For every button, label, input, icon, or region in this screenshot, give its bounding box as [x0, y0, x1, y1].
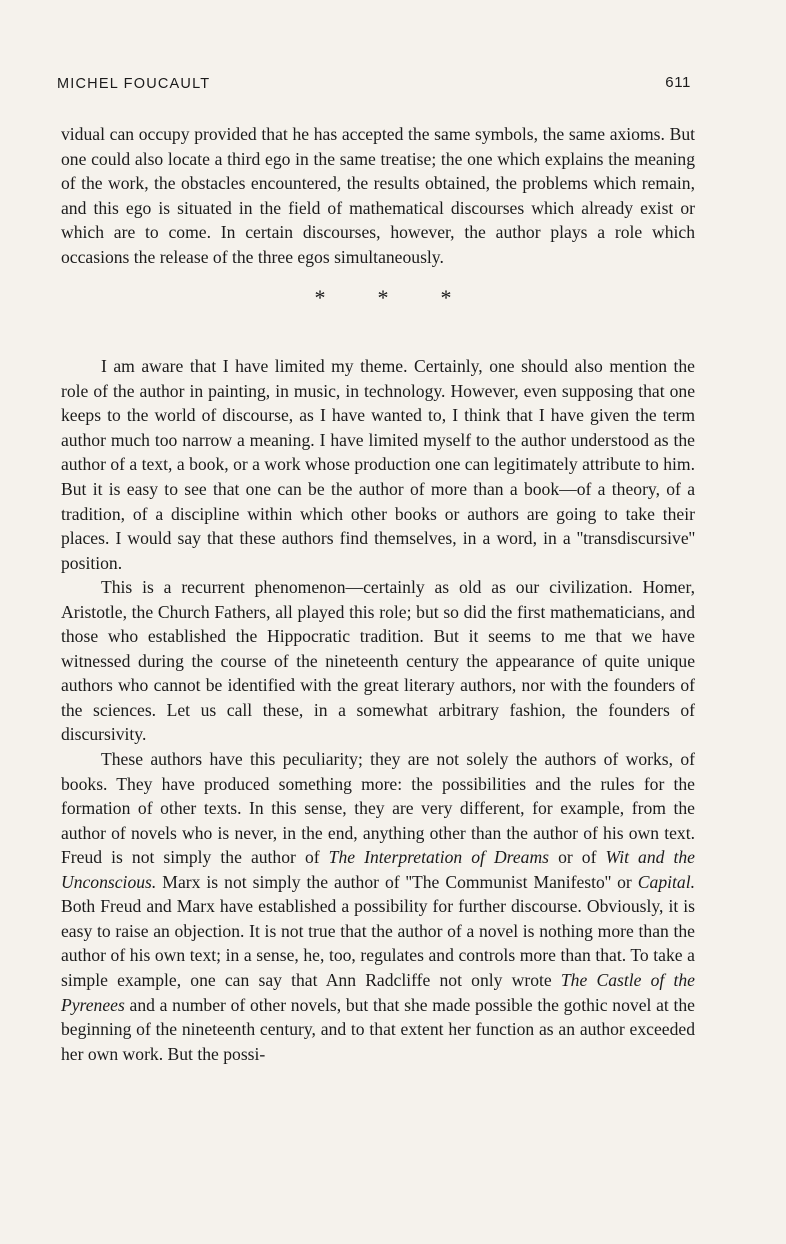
book-title-italic: The Interpretation of Dreams — [328, 847, 550, 868]
running-head-author: MICHEL FOUCAULT — [57, 76, 211, 92]
section-break-asterisk: * — [314, 284, 326, 310]
book-title-italic: Capital. — [637, 871, 695, 892]
paragraph-text: These authors have this peculiarity; they are not solely the authors of works, of books. They have produced something more: the possibilities and the rules for the formation of other texts. In this sense, they are very different, for example, from the author of novels who is never, in the end, anything other than the author of his own text. Freud is not simply the author of — [61, 749, 695, 868]
paragraph-text: or of — [549, 847, 606, 868]
body-text — [61, 122, 695, 1066]
paragraph-peculiarity — [61, 747, 695, 1066]
page-number: 611 — [665, 74, 691, 91]
book-title-italic: Wit and the Unconscious. — [61, 847, 695, 892]
paragraph-text: and a number of other novels, but that she made possible the gothic novel at the beginning of the nineteenth century, and to that extent her function as an author exceeded her own work. But the possi- — [61, 994, 695, 1064]
paragraph-continued: vidual can occupy provided that he has accepted the same symbols, the same axioms. But one could also locate a third ego in the same treatise; the one which explains the meaning of the work, the obstacles encountered, the results obtained, the problems which remain, and this ego is situated in the field of mathematical discourses which already exist or which are to come. In certain discourses, however, the author plays a role which occasions the release of the three egos simultaneously. — [61, 124, 695, 267]
section-break-asterisk: * — [377, 284, 389, 310]
running-head — [57, 76, 697, 96]
paragraph-text: Both Freud and Marx have established a possibility for further discourse. Obviously, it is easy to raise an objection. It is not true that the author of a novel is nothing more than the author of his own text; in a sense, he, too, regulates and controls more than that. To take a simple example, one can say that Ann Radcliffe not only wrote — [61, 896, 695, 990]
paragraph-recurrent-phenomenon: This is a recurrent phenomenon—certainly as old as our civilization. Homer, Aristotle, the Church Fathers, all played this role; but so did the first mathematicians, and those who established the Hippocratic tradition. But it seems to me that we have witnessed during the course of the nineteenth century the appearance of quite unique authors who cannot be identified with the great literary authors, nor with the founders of the sciences. Let us call these, in a somewhat arbitrary fashion, the founders of discursivity. — [61, 577, 695, 745]
paragraph-text: Marx is not simply the author of ''The Communist Manifesto'' or — [156, 871, 638, 892]
section-break-asterisk: * — [440, 284, 452, 310]
section-break — [61, 269, 695, 354]
book-title-italic: The Castle of the Pyrenees — [61, 969, 695, 1015]
paragraph-limited-theme: I am aware that I have limited my theme. Certainly, one should also mention the role of the author in painting, in music, in technology. However, even supposing that one keeps to the world of discourse, as I have wanted to, I think that I have given the term author much too narrow a meaning. I have limited myself to the author understood as the author of a text, a book, or a work whose production one can legitimately attribute to him. But it is easy to see that one can be the author of more than a book—of a theory, of a tradition, of a discipline within which other books or authors are going to take their places. I would say that these authors find themselves, in a word, in a ''transdiscursive'' position. — [61, 356, 695, 573]
